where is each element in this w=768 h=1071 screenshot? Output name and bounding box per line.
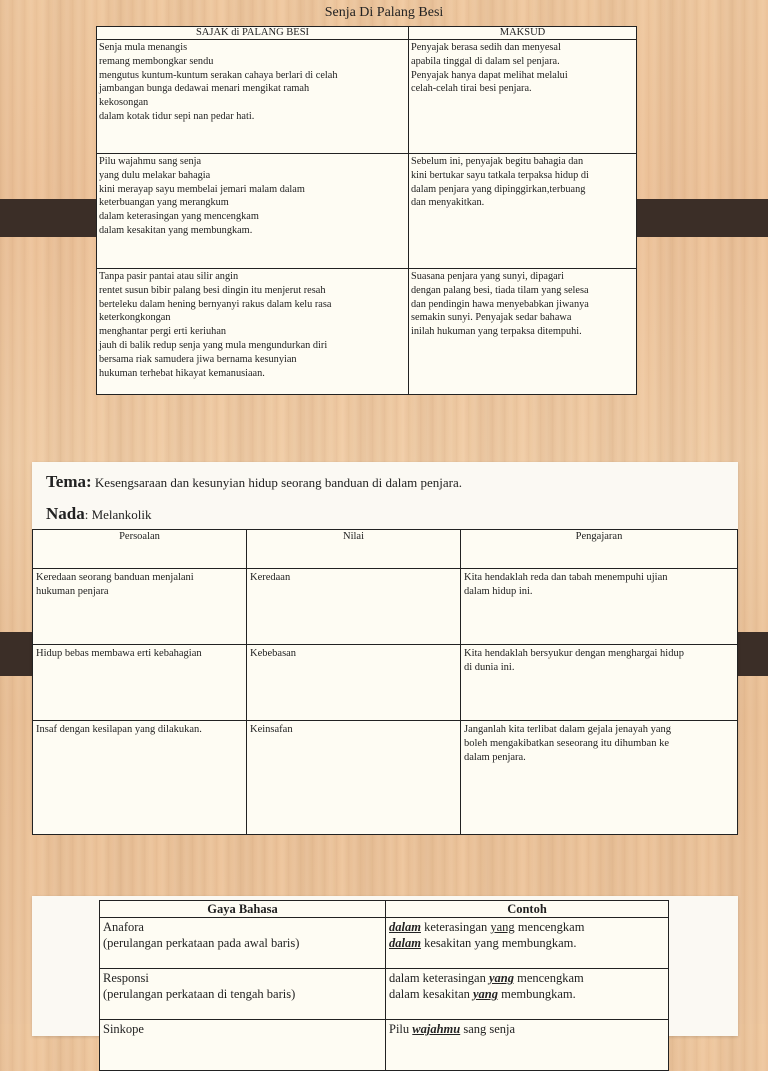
pengajaran-line: Kita hendaklah reda dan tabah menempuhi ujian — [464, 572, 668, 583]
maksud-line: dan pendingin hawa menyebabkan jiwanya — [411, 298, 589, 310]
persoalan-line: Insaf dengan kesilapan yang dilakukan. — [36, 724, 202, 735]
persoalan-row — [33, 569, 738, 645]
sajak-cell — [97, 269, 409, 395]
maksud-cell — [409, 154, 637, 269]
sajak-line: remang membongkar sendu — [99, 55, 214, 67]
persoalan-table — [32, 529, 738, 835]
contoh-underline: yang — [490, 920, 515, 934]
sajak-row — [97, 154, 637, 269]
contoh-text: sang senja — [460, 1022, 516, 1036]
maksud-header: MAKSUD — [409, 27, 637, 40]
nilai-cell — [247, 721, 461, 835]
gaya-line: (perulangan perkataan di tengah baris) — [103, 987, 296, 1001]
gaya-row — [100, 1020, 669, 1071]
pengajaran-line: di dunia ini. — [464, 661, 515, 673]
contoh-text: keterasingan — [420, 920, 491, 934]
sajak-line: dalam kotak tidur sepi nan pedar hati. — [99, 110, 255, 122]
sajak-line: jambangan bunga dedawai menari mengikat ramah — [99, 83, 310, 95]
nilai-cell — [247, 569, 461, 645]
maksud-line: dan menyakitkan. — [411, 197, 485, 209]
pengajaran-line: Janganlah kita terlibat dalam gejala jenayah yang — [464, 724, 671, 735]
gaya-row — [100, 969, 669, 1020]
sajak-line: hukuman terhebat hikayat kemanusiaan. — [99, 367, 265, 379]
gaya-cell — [100, 969, 386, 1020]
sajak-line: rentet susun bibir palang besi dingin itu menjerut resah — [99, 284, 326, 296]
contoh-line — [389, 986, 665, 1002]
contoh-emphasis: dalam — [389, 920, 421, 934]
tema-label: Tema: — [46, 472, 92, 491]
tema-line — [46, 472, 462, 492]
persoalan-line: Hidup bebas membawa erti kebahagian — [36, 648, 202, 659]
gaya-bahasa-table — [99, 900, 669, 1071]
maksud-line: kini bertukar sayu tatkala terpaksa hidup di — [411, 169, 589, 181]
nada-line — [46, 504, 152, 524]
sajak-line: bersama riak samudera jiwa bernama kesunyian — [99, 353, 297, 365]
gaya-line: Anafora — [103, 920, 144, 934]
contoh-text: mencengkam — [514, 920, 585, 934]
maksud-cell — [409, 40, 637, 154]
sajak-cell — [97, 154, 409, 269]
maksud-line: apabila tinggal di dalam sel penjara. — [411, 55, 560, 67]
nada-label: Nada — [46, 504, 85, 523]
pengajaran-cell — [461, 645, 738, 721]
sajak-line: keterkongkongan — [99, 312, 171, 324]
gaya-bahasa-header: Gaya Bahasa — [100, 901, 386, 918]
contoh-text: Pilu — [389, 1022, 413, 1036]
persoalan-line: hukuman penjara — [36, 585, 109, 597]
persoalan-cell — [33, 721, 247, 835]
contoh-line — [389, 935, 665, 951]
pengajaran-line: Kita hendaklah bersyukur dengan menghargai hidup — [464, 648, 684, 659]
sajak-line: dalam keterasingan yang mencengkam — [99, 211, 259, 223]
sajak-line: mengutus kuntum-kuntum serakan cahaya berlari di celah — [99, 69, 338, 81]
contoh-emphasis: wajahmu — [412, 1022, 461, 1036]
pengajaran-line: dalam penjara. — [464, 751, 526, 763]
maksud-line: dalam penjara yang dipinggirkan,terbuang — [411, 183, 586, 195]
contoh-line — [389, 970, 665, 986]
contoh-text: kesakitan yang membungkam. — [420, 936, 577, 950]
persoalan-row — [33, 645, 738, 721]
sajak-cell — [97, 40, 409, 154]
sajak-line: kekosongan — [99, 97, 149, 109]
contoh-line — [389, 1021, 665, 1037]
sajak-header: SAJAK di PALANG BESI — [97, 27, 409, 40]
persoalan-header: Persoalan — [33, 530, 247, 569]
contoh-cell — [386, 1020, 669, 1071]
tema-text: Kesengsaraan dan kesunyian hidup seorang banduan di dalam penjara. — [94, 475, 463, 490]
contoh-cell — [386, 918, 669, 969]
sajak-line: berteleku dalam hening bernyanyi rakus dalam kelu rasa — [99, 298, 332, 310]
gaya-row — [100, 918, 669, 969]
maksud-line: Penyajak berasa sedih dan menyesal — [411, 42, 561, 53]
sajak-line: menghantar pergi erti keriuhan — [99, 326, 227, 338]
pengajaran-cell — [461, 569, 738, 645]
contoh-emphasis: yang — [488, 971, 514, 985]
persoalan-row — [33, 721, 738, 835]
nilai-cell — [247, 645, 461, 721]
maksud-cell — [409, 269, 637, 395]
gaya-line: (perulangan perkataan pada awal baris) — [103, 936, 300, 950]
maksud-line: semakin sunyi. Penyajak sedar bahawa — [411, 312, 572, 324]
contoh-line — [389, 919, 665, 935]
gaya-cell — [100, 1020, 386, 1071]
document-title: Senja Di Palang Besi — [324, 5, 444, 20]
maksud-line: dengan palang besi, tiada tilam yang selesa — [411, 284, 589, 296]
nada-text: : Melankolik — [84, 507, 152, 522]
gaya-cell — [100, 918, 386, 969]
maksud-line: Sebelum ini, penyajak begitu bahagia dan — [411, 156, 584, 167]
contoh-header: Contoh — [386, 901, 669, 918]
gaya-line: Responsi — [103, 971, 149, 985]
contoh-emphasis: dalam — [389, 936, 421, 950]
pengajaran-line: dalam hidup ini. — [464, 585, 533, 597]
maksud-line: inilah hukuman yang terpaksa ditempuhi. — [411, 326, 582, 338]
sajak-row — [97, 40, 637, 154]
nilai-line: Kebebasan — [250, 648, 297, 659]
contoh-text: dalam keterasingan — [389, 971, 489, 985]
nilai-line: Keinsafan — [250, 724, 293, 735]
sajak-line: Senja mula menangis — [99, 42, 188, 53]
sajak-row — [97, 269, 637, 395]
pengajaran-header: Pengajaran — [461, 530, 738, 569]
sajak-line: Tanpa pasir pantai atau silir angin — [99, 271, 239, 282]
persoalan-cell — [33, 569, 247, 645]
sajak-line: keterbuangan yang merangkum — [99, 197, 229, 209]
pengajaran-line: boleh mengakibatkan seseorang itu dihumban ke — [464, 737, 669, 749]
persoalan-cell — [33, 645, 247, 721]
sajak-table — [96, 26, 637, 395]
contoh-emphasis: yang — [473, 987, 498, 1001]
contoh-text: membungkam. — [498, 987, 576, 1001]
nilai-header: Nilai — [247, 530, 461, 569]
maksud-line: celah-celah tirai besi penjara. — [411, 83, 532, 95]
sajak-line: yang dulu melakar bahagia — [99, 169, 211, 181]
contoh-cell — [386, 969, 669, 1020]
sajak-line: jauh di balik redup senja yang mula mengundurkan diri — [99, 339, 328, 351]
gaya-line: Sinkope — [103, 1022, 144, 1036]
contoh-text: mencengkam — [513, 971, 584, 985]
persoalan-line: Keredaan seorang banduan menjalani — [36, 572, 194, 583]
sajak-line: dalam kesakitan yang membungkam. — [99, 224, 253, 236]
sajak-line: kini merayap sayu membelai jemari malam dalam — [99, 183, 305, 195]
pengajaran-cell — [461, 721, 738, 835]
maksud-line: Penyajak hanya dapat melihat melalui — [411, 69, 568, 81]
nilai-line: Keredaan — [250, 572, 291, 583]
maksud-line: Suasana penjara yang sunyi, dipagari — [411, 271, 564, 282]
contoh-text: dalam kesakitan — [389, 987, 473, 1001]
sajak-line: Pilu wajahmu sang senja — [99, 156, 202, 167]
